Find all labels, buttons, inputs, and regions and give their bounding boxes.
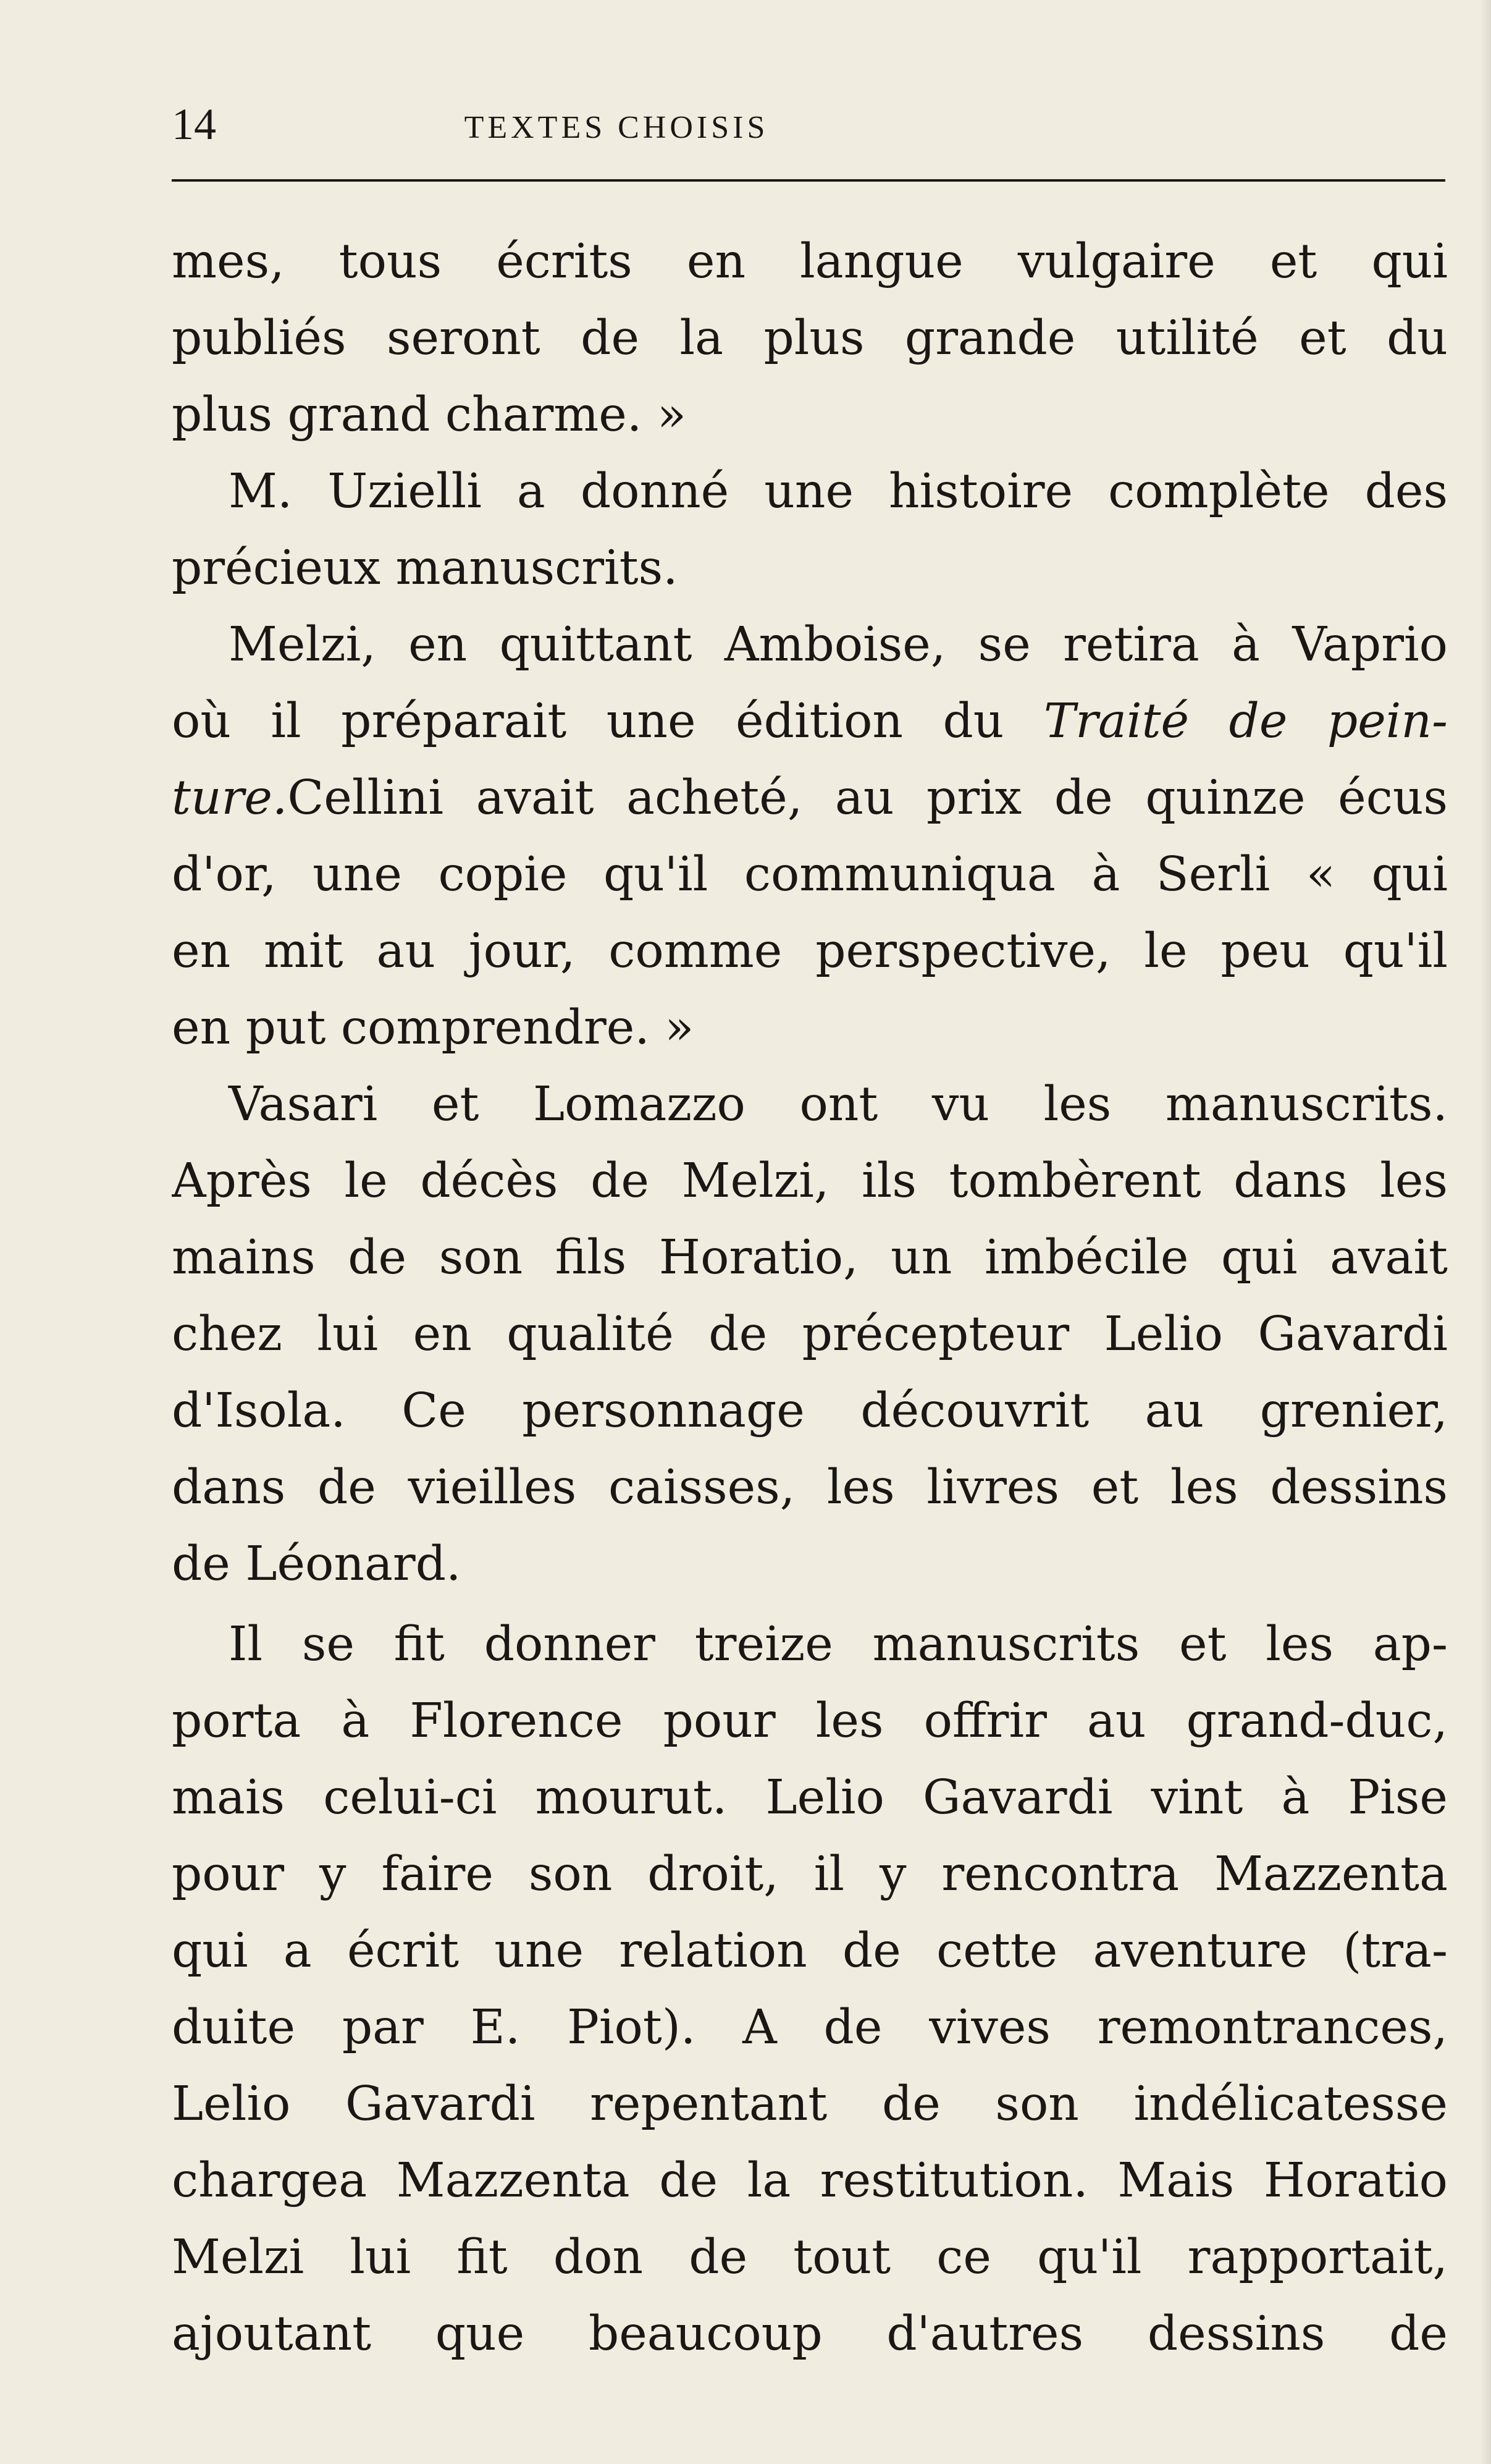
text-line: pour y faire son droit, il y rencontra Mazzenta (172, 1847, 1448, 1902)
text-line: duite par E. Piot). A de vives remontrances, (172, 2000, 1448, 2055)
text-line: M. Uzielli a donné une histoire complète des (229, 464, 1448, 519)
text-line: dans de vieilles caisses, les livres et les dessins (172, 1460, 1448, 1515)
text-line: plus grand charme. » (172, 387, 686, 442)
italic-title: ture. (172, 770, 288, 825)
text-line: qui a écrit une relation de cette aventure (tra- (172, 1923, 1448, 1978)
text-segment: Cellini avait acheté, au prix de quinze écus (287, 770, 1448, 825)
text-segment: où il préparait une édition du (172, 694, 1004, 749)
text-line: mais celui-ci mourut. Lelio Gavardi vint à Pise (172, 1770, 1448, 1825)
text-line: en mit au jour, comme perspective, le peu qu'il (172, 924, 1448, 979)
text-line: mains de son fils Horatio, un imbécile qui avait (172, 1230, 1448, 1285)
text-line: chargea Mazzenta de la restitution. Mais Horatio (172, 2153, 1448, 2208)
text-line: en put comprendre. » (172, 1000, 694, 1055)
text-line: publiés seront de la plus grande utilité et du (172, 311, 1448, 366)
text-line: porta à Florence pour les offrir au grand-duc, (172, 1694, 1448, 1749)
text-line (172, 683, 1448, 760)
text-line: Après le décès de Melzi, ils tombèrent dans les (172, 1154, 1448, 1209)
body-text (172, 224, 1448, 2373)
text-line: Lelio Gavardi repentant de son indélicatesse (172, 2077, 1448, 2132)
text-line: d'or, une copie qu'il communiqua à Serli « qui (172, 847, 1448, 902)
running-title: TEXTES CHOISIS (464, 110, 769, 145)
page-number: 14 (172, 99, 216, 149)
text-line (172, 760, 1448, 837)
text-line: Melzi, en quittant Amboise, se retira à Vaprio (229, 617, 1448, 672)
text-line: mes, tous écrits en langue vulgaire et qui (172, 234, 1448, 289)
header-rule (172, 179, 1445, 182)
page-header (172, 93, 1445, 161)
text-line: Il se fit donner treize manuscrits et les ap- (229, 1617, 1448, 1672)
text-line: d'Isola. Ce personnage découvrit au grenier, (172, 1383, 1448, 1438)
text-line: Vasari et Lomazzo ont vu les manuscrits. (229, 1077, 1448, 1132)
text-line: Melzi lui fit don de tout ce qu'il rapportait, (172, 2230, 1448, 2285)
text-line: ajoutant que beaucoup d'autres dessins de (172, 2306, 1448, 2361)
text-line: chez lui en qualité de précepteur Lelio Gavardi (172, 1307, 1448, 1362)
italic-title: Traité de pein- (1043, 694, 1448, 749)
text-line: précieux manuscrits. (172, 541, 678, 596)
text-line: de Léonard. (172, 1537, 461, 1592)
page-edge-shadow (1480, 0, 1491, 2464)
